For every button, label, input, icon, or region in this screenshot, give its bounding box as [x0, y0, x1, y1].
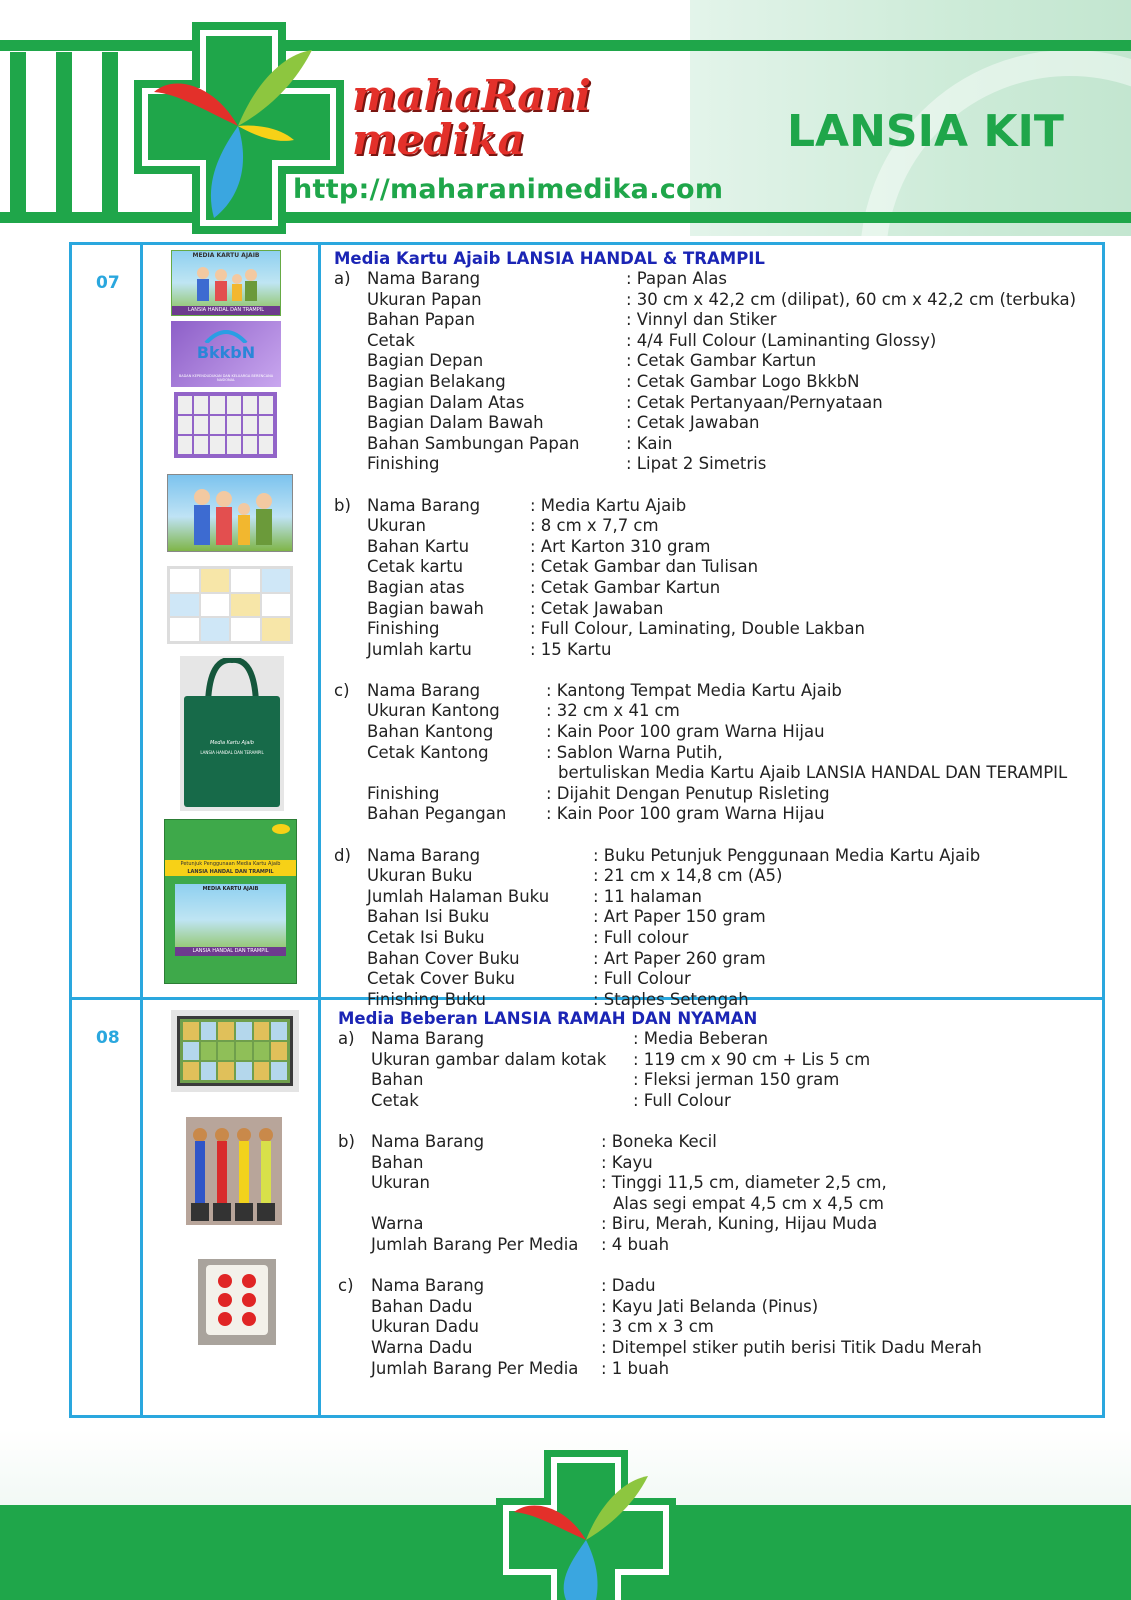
spec-value: : Cetak Jawaban: [530, 598, 664, 618]
spec-group-c: [338, 1276, 982, 1379]
spec-value: : Kain: [626, 433, 673, 453]
spec-value: : Full Colour: [593, 969, 691, 989]
spec-row: [338, 1338, 982, 1359]
spec-letter: [334, 434, 367, 455]
family-illustration-icon: [187, 261, 267, 307]
spec-label: Nama Barang: [367, 845, 481, 865]
spec-value: : 8 cm x 7,7 cm: [530, 516, 659, 536]
spec-row: [334, 269, 1076, 290]
spec-label: Bahan Pegangan: [367, 804, 507, 824]
col-divider-1: [140, 245, 143, 1415]
bag-body: [184, 696, 280, 807]
spec-label: Cetak: [367, 330, 415, 350]
spec-value: : Full Colour, Laminating, Double Lakban: [530, 619, 865, 639]
spec-value: : Papan Alas: [626, 269, 727, 288]
spec-value: : Cetak Gambar dan Tulisan: [530, 557, 759, 577]
spec-value: : Art Paper 150 gram: [593, 907, 766, 927]
spec-row: [338, 1276, 982, 1297]
spec-row: [334, 722, 1076, 743]
spec-label: Bagian Depan: [367, 351, 484, 371]
spec-label: Bagian Belakang: [367, 371, 506, 391]
spec-label: Cetak Kantong: [367, 742, 489, 762]
bag-print-sub: LANSIA HANDAL DAN TERAMPIL: [200, 750, 264, 755]
image-caption: MEDIA KARTU AJAIB: [192, 252, 260, 259]
spec-group-a: [334, 269, 1076, 475]
image-footer: LANSIA HANDAL DAN TRAMPIL: [172, 306, 280, 315]
spec-letter: [334, 578, 367, 599]
header-top-line: [0, 40, 690, 51]
spec-letter: [334, 701, 367, 722]
spec-label: Bahan Papan: [367, 310, 476, 330]
spec-value: : 32 cm x 41 cm: [546, 701, 680, 721]
image-green-bag: [180, 656, 284, 811]
image-kartu-inside: [174, 392, 277, 458]
spec-label: Bahan Isi Buku: [367, 907, 490, 927]
header-top-line-right: [690, 40, 1131, 51]
spec-value: : Kain Poor 100 gram Warna Hijau: [546, 804, 825, 824]
spec-letter: [338, 1317, 371, 1338]
spec-value: : Kantong Tempat Media Kartu Ajaib: [546, 680, 842, 700]
image-guide-book: [164, 819, 297, 984]
spec-value: : Media Beberan: [633, 1029, 769, 1048]
spec-value: : Sablon Warna Putih,: [546, 742, 723, 762]
spec-label: Bahan Dadu: [371, 1296, 473, 1316]
book-subtitle: LANSIA HANDAL DAN TRAMPIL: [187, 869, 274, 875]
spec-group-c: [334, 681, 1076, 825]
wooden-dolls-icon: [186, 1117, 282, 1225]
image-question-cards: [167, 566, 293, 644]
spec-label: Nama Barang: [371, 1029, 485, 1048]
spec-letter: [334, 743, 367, 764]
spec-value: : Kayu: [601, 1152, 653, 1172]
spec-label: Jumlah Barang Per Media: [371, 1234, 579, 1254]
spec-label: Finishing: [367, 783, 440, 803]
spec-label: Bahan: [371, 1070, 424, 1090]
spec-letter: [334, 619, 367, 640]
spec-label: Warna Dadu: [371, 1337, 473, 1357]
spec-row: [338, 1297, 982, 1318]
brand-line2: medika: [352, 115, 525, 164]
spec-row: [334, 640, 1076, 661]
spec-label: Bagian bawah: [367, 598, 484, 618]
spec-label: Bahan Sambungan Papan: [367, 433, 580, 453]
spec-label: Nama Barang: [371, 1131, 485, 1151]
spec-value: : Cetak Pertanyaan/Pernyataan: [626, 392, 883, 412]
spec-row-continuation: [338, 1194, 982, 1215]
spec-row: [338, 1214, 982, 1235]
spec-row: [338, 1173, 982, 1194]
spec-value: : Buku Petunjuk Penggunaan Media Kartu Ajaib: [593, 845, 981, 865]
row-number-08: 08: [96, 1028, 120, 1048]
spec-row: [338, 1359, 982, 1380]
spec-letter: [334, 887, 367, 908]
spec-value-continuation: bertuliskan Media Kartu Ajaib LANSIA HANDAL DAN TERAMPIL: [558, 763, 1068, 783]
spec-value: : Cetak Gambar Logo BkkbN: [626, 371, 860, 391]
spec-row: [334, 743, 1076, 764]
spec-row: [334, 310, 1076, 331]
spec-letter: b): [334, 495, 351, 515]
spec-row: [334, 413, 1076, 434]
spec-label: Ukuran Dadu: [371, 1317, 479, 1337]
header-bar-1: [10, 52, 26, 220]
spec-value: : Lipat 2 Simetris: [626, 454, 767, 474]
spec-row: [334, 928, 1076, 949]
spec-group-b: [334, 496, 1076, 661]
spec-row: [334, 949, 1076, 970]
spec-value: : Full colour: [593, 928, 689, 947]
spec-value: : Biru, Merah, Kuning, Hijau Muda: [601, 1214, 878, 1234]
spec-label: Cetak Cover Buku: [367, 969, 515, 989]
spec-label: Cetak kartu: [367, 557, 464, 577]
spec-label: Bahan: [371, 1152, 424, 1172]
spec-row: [334, 537, 1076, 558]
page-title: LANSIA KIT: [787, 106, 1064, 157]
image-kartu-back-bkkbn: [171, 321, 281, 387]
spec-label: Bagian Dalam Atas: [367, 392, 525, 412]
bag-print: Media Kartu Ajaib: [210, 740, 254, 746]
spec-label: Nama Barang: [367, 269, 481, 288]
spec-row: [334, 516, 1076, 537]
row-07-groups: [334, 269, 1076, 1010]
spec-label: Bagian atas: [367, 577, 465, 597]
bkkbn-text: BkkbN: [196, 343, 256, 362]
spec-label: Ukuran Kantong: [367, 701, 500, 721]
spec-letter: [338, 1070, 371, 1091]
spec-letter: [338, 1235, 371, 1256]
spec-letter: [338, 1153, 371, 1174]
spec-row: [334, 393, 1076, 414]
spec-letter: [334, 310, 367, 331]
spec-row: [334, 784, 1076, 805]
spec-label: Cetak: [371, 1090, 419, 1110]
header-bar-2: [56, 52, 72, 220]
spec-letter: b): [338, 1131, 355, 1151]
row-07-content: [334, 249, 1076, 1010]
spec-row: [334, 372, 1076, 393]
spec-value: : Dadu: [601, 1276, 656, 1296]
spec-label: Finishing: [367, 454, 440, 474]
badge-icon: [272, 824, 290, 834]
spec-label: Bahan Kantong: [367, 722, 494, 742]
spec-value: : 30 cm x 42,2 cm (dilipat), 60 cm x 42,2 cm (terbuka): [626, 289, 1077, 309]
spec-row: [334, 290, 1076, 311]
header-bottom-line-right: [690, 212, 1131, 223]
spec-letter: [334, 907, 367, 928]
footer-logo-cross-icon: [496, 1450, 676, 1600]
book-title: Petunjuk Penggunaan Media Kartu Ajaib: [180, 861, 281, 867]
image-dice: [198, 1259, 276, 1345]
spec-label: Jumlah kartu: [367, 639, 472, 659]
spec-value: : Cetak Jawaban: [626, 413, 760, 433]
spec-group-a: [338, 1029, 982, 1111]
spec-label: Nama Barang: [367, 495, 481, 515]
spec-letter: [334, 990, 367, 1011]
spec-letter: [334, 331, 367, 352]
spec-letter: [334, 804, 367, 825]
spec-letter: [334, 969, 367, 990]
book-title-band: [165, 860, 296, 876]
brand-line1: mahaRani: [352, 71, 591, 120]
row-08-content: [338, 1009, 982, 1379]
spec-row: [334, 557, 1076, 578]
spec-row: [338, 1050, 982, 1071]
spec-letter: [334, 557, 367, 578]
spec-value: : Fleksi jerman 150 gram: [633, 1070, 840, 1090]
spec-value: : Ditempel stiker putih berisi Titik Dadu Merah: [601, 1337, 982, 1357]
spec-label: Ukuran gambar dalam kotak: [371, 1049, 607, 1069]
spec-row: [334, 619, 1076, 640]
spec-letter: [334, 393, 367, 414]
spec-letter: [334, 949, 367, 970]
spec-value: : Art Paper 260 gram: [593, 948, 766, 968]
spec-letter: [334, 516, 367, 537]
spec-value: : Boneka Kecil: [601, 1131, 717, 1151]
spec-letter: c): [334, 680, 350, 700]
spec-letter: [334, 784, 367, 805]
spec-letter: [334, 928, 367, 949]
spec-value: : 3 cm x 3 cm: [601, 1317, 714, 1337]
header-bar-3: [102, 52, 118, 220]
spec-row: [334, 701, 1076, 722]
spec-row: [334, 887, 1076, 908]
col-divider-2: [318, 245, 321, 1415]
spec-letter: a): [334, 269, 351, 288]
spec-label: Bahan Kartu: [367, 536, 470, 556]
spec-letter: [334, 866, 367, 887]
spec-value: : 21 cm x 14,8 cm (A5): [593, 866, 783, 886]
spec-row: [334, 578, 1076, 599]
section-title-08: Media Beberan LANSIA RAMAH DAN NYAMAN: [338, 1009, 758, 1028]
spec-value: : Cetak Gambar Kartun: [530, 577, 721, 597]
spec-letter: [338, 1050, 371, 1071]
spec-letter: [334, 722, 367, 743]
spec-row: [334, 866, 1076, 887]
spec-letter: [334, 290, 367, 311]
spec-label: Nama Barang: [367, 680, 481, 700]
image-board-game: [171, 1010, 299, 1092]
spec-row: [334, 434, 1076, 455]
spec-letter: c): [338, 1276, 354, 1296]
spec-value: : Cetak Gambar Kartun: [626, 351, 817, 371]
spec-row: [334, 681, 1076, 702]
spec-indent: [338, 1194, 613, 1215]
product-table: [69, 242, 1105, 1418]
spec-row: [338, 1132, 982, 1153]
spec-letter: [334, 537, 367, 558]
spec-value: : Vinnyl dan Stiker: [626, 310, 777, 330]
spec-letter: a): [338, 1029, 355, 1048]
spec-value: : 11 halaman: [593, 886, 702, 906]
spec-row: [334, 969, 1076, 990]
spec-row-continuation: [334, 763, 1076, 784]
spec-letter: [334, 640, 367, 661]
spec-label: Finishing Buku: [367, 989, 487, 1009]
spec-row: [334, 496, 1076, 517]
image-wooden-dolls: [186, 1117, 282, 1225]
spec-value: : 119 cm x 90 cm + Lis 5 cm: [633, 1049, 871, 1069]
spec-letter: [334, 454, 367, 475]
spec-letter: [338, 1359, 371, 1380]
brand-url-link[interactable]: http://maharanimedika.com: [293, 174, 724, 205]
spec-letter: [338, 1173, 371, 1194]
spec-row: [334, 331, 1076, 352]
spec-row: [338, 1091, 982, 1112]
dice-icon: [198, 1259, 276, 1345]
spec-label: Nama Barang: [371, 1276, 485, 1296]
spec-letter: [334, 351, 367, 372]
section-title-07: Media Kartu Ajaib LANSIA HANDAL & TRAMPIL: [334, 249, 765, 268]
spec-letter: [338, 1297, 371, 1318]
spec-label: Bagian Dalam Bawah: [367, 413, 544, 433]
spec-value: : 4/4 Full Colour (Laminanting Glossy): [626, 330, 937, 350]
spec-group-d: [334, 846, 1076, 1011]
spec-row: [334, 351, 1076, 372]
spec-indent: [334, 763, 558, 784]
spec-label: Warna: [371, 1214, 424, 1234]
family-puzzle-icon: [186, 483, 278, 549]
spec-label: Finishing: [367, 619, 440, 639]
row-08-groups: [338, 1029, 982, 1379]
spec-letter: [338, 1091, 371, 1112]
spec-value: : Kayu Jati Belanda (Pinus): [601, 1296, 819, 1316]
page-header: [0, 0, 1131, 236]
image-family-puzzle: [167, 474, 293, 552]
brand-name: [352, 71, 591, 164]
bkkbn-logo-icon: [204, 327, 248, 343]
spec-label: Jumlah Halaman Buku: [367, 886, 550, 906]
spec-value: : Full Colour: [633, 1090, 731, 1110]
book-cover-art: [175, 884, 286, 956]
spec-letter: [334, 413, 367, 434]
book-cover-caption: MEDIA KARTU AJAIB: [202, 886, 259, 892]
spec-row: [334, 804, 1076, 825]
spec-row: [334, 990, 1076, 1011]
spec-value: : Media Kartu Ajaib: [530, 495, 687, 515]
spec-row: [338, 1070, 982, 1091]
spec-label: Bahan Cover Buku: [367, 948, 520, 968]
spec-row: [338, 1153, 982, 1174]
spec-letter: [334, 599, 367, 620]
spec-group-b: [338, 1132, 982, 1256]
spec-label: Ukuran: [367, 516, 426, 536]
board-grid: [177, 1016, 293, 1086]
spec-label: Jumlah Barang Per Media: [371, 1358, 579, 1378]
spec-label: Ukuran Buku: [367, 866, 473, 886]
row-number-07: 07: [96, 273, 120, 293]
spec-value-continuation: Alas segi empat 4,5 cm x 4,5 cm: [613, 1193, 884, 1213]
spec-row: [338, 1235, 982, 1256]
spec-letter: [334, 372, 367, 393]
image-kartu-cover: [171, 250, 281, 316]
spec-letter: [338, 1338, 371, 1359]
spec-value: : 1 buah: [601, 1358, 670, 1378]
spec-value: : Staples Setengah: [593, 989, 749, 1009]
spec-letter: d): [334, 845, 351, 865]
spec-value: : Art Karton 310 gram: [530, 536, 711, 556]
spec-value: : Dijahit Dengan Penutup Risleting: [546, 783, 830, 803]
spec-value: : 15 Kartu: [530, 639, 612, 659]
spec-row: [334, 846, 1076, 867]
spec-label: Ukuran: [371, 1173, 430, 1193]
spec-row: [334, 454, 1076, 475]
spec-row: [338, 1317, 982, 1338]
spec-row: [338, 1029, 982, 1050]
bkkbn-footer: BADAN KEPENDUDUKAN DAN KELUARGA BERENCANA NASIONAL: [178, 374, 274, 382]
spec-row: [334, 599, 1076, 620]
spec-value: : Tinggi 11,5 cm, diameter 2,5 cm,: [601, 1173, 887, 1193]
book-cover-footer: LANSIA HANDAL DAN TRAMPIL: [175, 947, 286, 956]
spec-value: : 4 buah: [601, 1234, 670, 1254]
spec-label: Cetak Isi Buku: [367, 928, 485, 947]
spec-letter: [338, 1214, 371, 1235]
spec-row: [334, 907, 1076, 928]
spec-label: Ukuran Papan: [367, 289, 482, 309]
spec-value: : Kain Poor 100 gram Warna Hijau: [546, 722, 825, 742]
